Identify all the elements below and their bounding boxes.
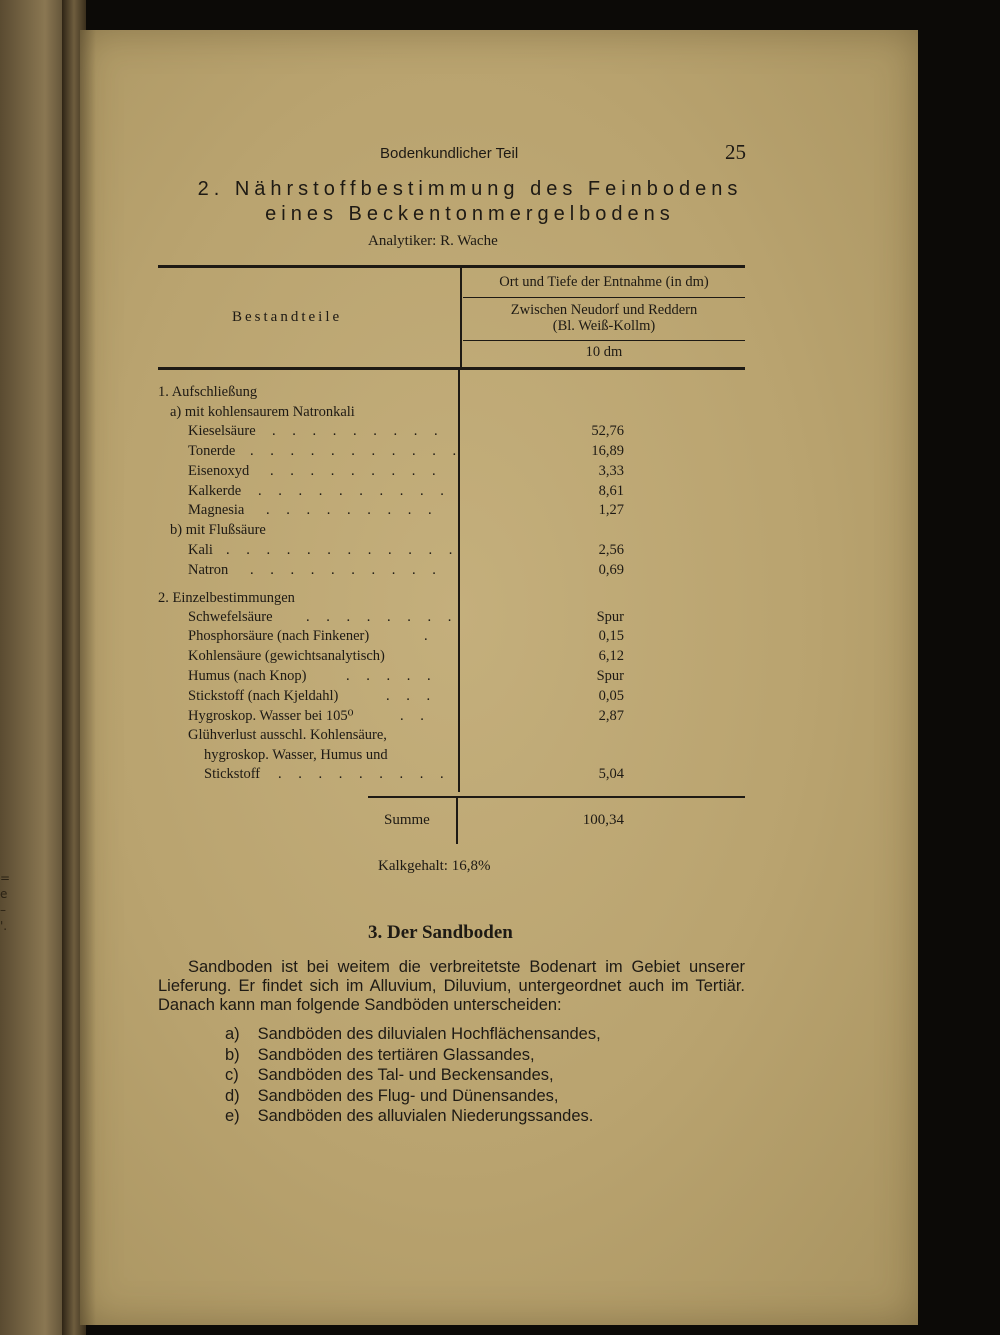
- list-item: [225, 1045, 601, 1066]
- margin-mark: =: [0, 871, 11, 885]
- analyst-line: Analytiker: R. Wache: [368, 233, 498, 249]
- sum-value: 100,34: [582, 812, 624, 828]
- column-header-depth: 10 dm: [585, 344, 623, 360]
- row-value: 2,56: [598, 542, 624, 558]
- row-label: Eisenoxyd: [188, 463, 250, 479]
- row-value: 0,69: [598, 562, 624, 578]
- row-label: Glühverlust ausschl. Kohlensäure,: [188, 727, 387, 743]
- list-text: Sandböden des Tal- und Beckensandes,: [257, 1066, 554, 1084]
- row-value: Spur: [596, 668, 624, 684]
- row-value: 16,89: [591, 443, 624, 459]
- row-label: Tonerde: [188, 443, 236, 459]
- column-header-site: [463, 302, 745, 334]
- site-line-1: Zwischen Neudorf und Reddern: [510, 302, 698, 318]
- leader-dots: . . . . . . . . . . .: [250, 443, 463, 459]
- row-value: 52,76: [591, 423, 624, 439]
- row-label: 2. Einzelbestimmungen: [158, 590, 295, 606]
- section-heading: 3. Der Sandboden: [368, 922, 513, 943]
- margin-marks: [0, 870, 10, 934]
- list-text: Sandböden des Flug- und Dünensandes,: [257, 1086, 559, 1105]
- margin-mark: –: [0, 903, 6, 917]
- margin-mark: '.: [0, 919, 8, 933]
- row-label: Stickstoff (nach Kjeldahl): [188, 688, 339, 704]
- body-column-divider: [458, 370, 460, 792]
- list-key: e): [225, 1107, 240, 1125]
- leader-dots: . .: [400, 708, 431, 724]
- leader-dots: . . .: [386, 688, 437, 704]
- row-label: Kali: [188, 542, 213, 558]
- list-key: b): [225, 1045, 240, 1064]
- row-value: 8,61: [598, 483, 624, 499]
- row-label: Phosphorsäure (nach Finkener): [188, 628, 370, 644]
- row-label: Natron: [188, 562, 229, 578]
- leader-dots: . . . . . . . . . .: [258, 483, 451, 499]
- sum-rule: [368, 796, 745, 798]
- leader-dots: . . . . . . . . .: [272, 423, 445, 439]
- row-label: Hygroskop. Wasser bei 105⁰: [188, 708, 354, 724]
- row-label: Schwefelsäure: [188, 609, 273, 625]
- row-value: 6,12: [598, 648, 624, 664]
- leader-dots: . . . . . . . . .: [278, 766, 451, 782]
- site-line-2: (Bl. Weiß-Kollm): [552, 318, 656, 334]
- row-label: Kohlensäure (gewichtsanalytisch): [188, 648, 385, 664]
- kalkgehalt-note: Kalkgehalt: 16,8%: [378, 858, 491, 874]
- sum-column-divider: [456, 798, 458, 844]
- list-item: [225, 1086, 601, 1107]
- leader-dots: . . . . . . . . .: [266, 502, 439, 518]
- body-paragraph: Sandboden ist bei weitem die verbreitetste Bodenart im Gebiet unserer Lieferung. Er findet sich im Alluvium, Diluvium, untergeordnet auch im Tertiär. Danach kann man folgende Sandböden unterscheiden:: [158, 958, 745, 1014]
- margin-mark: e: [0, 887, 8, 901]
- leader-dots: . . . . . . . .: [306, 609, 458, 625]
- list-key: a): [225, 1025, 240, 1043]
- sum-label: Summe: [384, 812, 430, 828]
- page-title-line-1: 2. Nährstoffbestimmung des Feinbodens: [197, 178, 743, 200]
- page-number: 25: [725, 140, 746, 164]
- leader-dots: . . . . . . . . .: [270, 463, 443, 479]
- row-value: 3,33: [598, 463, 624, 479]
- header-column-divider: [460, 268, 462, 367]
- leader-dots: . . . . . . . . . . . .: [226, 542, 459, 558]
- row-value: 1,27: [598, 502, 624, 518]
- list-key: c): [225, 1066, 239, 1084]
- row-label: Magnesia: [188, 502, 245, 518]
- leader-dots: . . . . . . . . . .: [250, 562, 443, 578]
- column-header-bestandteile: Bestandteile: [232, 309, 343, 325]
- leader-dots: .: [424, 628, 435, 644]
- list-text: Sandböden des tertiären Glassandes,: [257, 1045, 535, 1064]
- row-label: Humus (nach Knop): [188, 668, 307, 684]
- row-value: 0,15: [598, 628, 624, 644]
- row-label: hygroskop. Wasser, Humus und: [204, 747, 388, 763]
- row-label: 1. Aufschließung: [158, 384, 258, 400]
- row-value: 5,04: [598, 766, 624, 782]
- header-bottom-rule: [158, 367, 745, 370]
- list-item: [225, 1106, 601, 1127]
- row-value: 2,87: [598, 708, 624, 724]
- row-value: Spur: [596, 609, 624, 625]
- running-head: Bodenkundlicher Teil: [380, 145, 519, 162]
- row-label: Stickstoff: [204, 766, 261, 782]
- page-title-line-2: eines Beckentonmergelbodens: [265, 203, 675, 225]
- sandboden-list: [225, 1024, 601, 1127]
- list-text: Sandböden des diluvialen Hochflächensandes,: [257, 1025, 601, 1043]
- list-item: [225, 1024, 601, 1045]
- column-header-location: Ort und Tiefe der Entnahme (in dm): [499, 274, 709, 290]
- table-top-rule: [158, 265, 745, 268]
- row-label: b) mit Flußsäure: [170, 522, 266, 538]
- list-text: Sandböden des alluvialen Niederungssandes.: [257, 1107, 594, 1125]
- leader-dots: . . . . .: [346, 668, 438, 684]
- header-sub-rule-2: [463, 340, 745, 341]
- header-sub-rule-1: [463, 297, 745, 298]
- row-label: a) mit kohlensaurem Natronkali: [170, 404, 355, 420]
- row-label: Kalkerde: [188, 483, 242, 499]
- row-label: Kieselsäure: [188, 423, 256, 439]
- list-key: d): [225, 1086, 240, 1105]
- book-page: [80, 30, 918, 1325]
- row-value: 0,05: [598, 688, 624, 704]
- list-item: [225, 1065, 601, 1086]
